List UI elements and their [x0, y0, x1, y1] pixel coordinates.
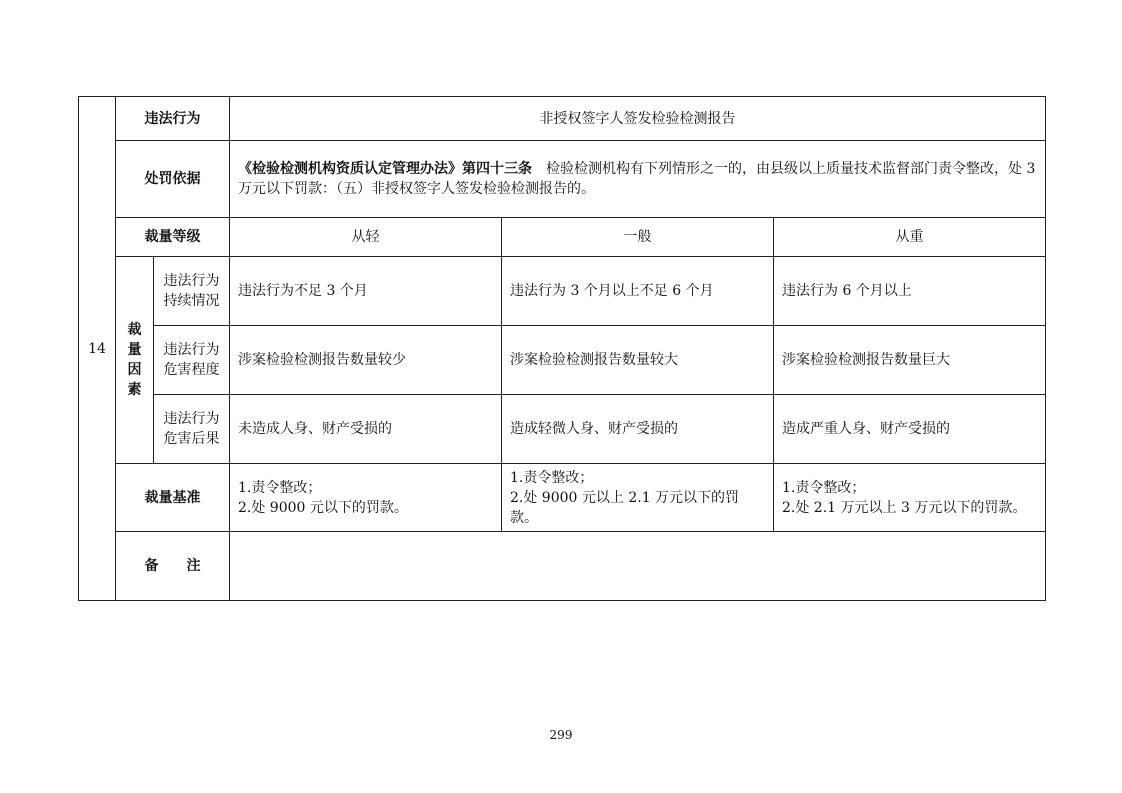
standard-line: 1.责令整改； — [510, 469, 594, 486]
factor-row — [79, 395, 1046, 464]
standard-label: 裁量基准 — [116, 464, 230, 532]
factor-name-line: 违法行为 — [163, 273, 220, 289]
factor-name-line: 违法行为 — [163, 411, 220, 427]
level-general: 一般 — [502, 218, 774, 257]
standard-value — [502, 464, 774, 532]
standard-value — [774, 464, 1046, 532]
factor-name-line: 违法行为 — [163, 342, 220, 358]
basis-row — [79, 141, 1046, 218]
factor-value: 造成轻微人身、财产受损的 — [502, 395, 774, 464]
violation-row — [79, 97, 1046, 141]
remark-label — [116, 532, 230, 601]
factor-name-line: 危害程度 — [163, 362, 220, 378]
factor-value: 造成严重人身、财产受损的 — [774, 395, 1046, 464]
level-label: 裁量等级 — [116, 218, 230, 257]
basis-content — [230, 141, 1046, 218]
violation-label: 违法行为 — [116, 97, 230, 141]
remark-label-text: 备注 — [144, 558, 229, 574]
standard-line: 1.责令整改； — [238, 479, 322, 496]
factor-value: 涉案检验检测报告数量较大 — [502, 326, 774, 395]
factors-label-char: 素 — [127, 382, 142, 398]
remark-row — [79, 532, 1046, 601]
factor-row — [79, 257, 1046, 326]
factor-value: 涉案检验检测报告数量较少 — [230, 326, 502, 395]
factor-value: 违法行为 3 个月以上不足 6 个月 — [502, 257, 774, 326]
item-number: 14 — [79, 97, 116, 601]
remark-value — [230, 532, 1046, 601]
factor-value: 涉案检验检测报告数量巨大 — [774, 326, 1046, 395]
factors-label-char: 量 — [127, 342, 142, 358]
factors-label-char: 裁 — [127, 322, 142, 338]
factors-label-char: 因 — [127, 362, 142, 378]
standard-line: 2.处 9000 元以下的罚款。 — [238, 499, 408, 516]
factor-row — [79, 326, 1046, 395]
factor-name — [154, 257, 230, 326]
factor-name — [154, 326, 230, 395]
standard-line: 1.责令整改； — [782, 479, 866, 496]
level-heavy: 从重 — [774, 218, 1046, 257]
standard-row — [79, 464, 1046, 532]
factor-name — [154, 395, 230, 464]
penalty-discretion-table — [78, 96, 1046, 601]
factors-label — [116, 257, 154, 464]
factor-value: 违法行为不足 3 个月 — [230, 257, 502, 326]
page-number: 299 — [549, 728, 573, 742]
level-light: 从轻 — [230, 218, 502, 257]
basis-label: 处罚依据 — [116, 141, 230, 218]
standard-line: 2.处 9000 元以上 2.1 万元以下的罚款。 — [510, 489, 740, 526]
violation-value: 非授权签字人签发检验检测报告 — [230, 97, 1046, 141]
factor-name-line: 危害后果 — [163, 431, 220, 447]
standard-line: 2.处 2.1 万元以上 3 万元以下的罚款。 — [782, 499, 1027, 516]
basis-law: 《检验检测机构资质认定管理办法》第四十三条 — [238, 161, 532, 177]
level-row — [79, 218, 1046, 257]
factor-name-line: 持续情况 — [163, 293, 220, 309]
basis-text: 检验检测机构有下列情形之一的，由县级以上质量技术监督部门责令整改，处 3 万元以下罚款：（五）非授权签字人签发检验检测报告的。 — [238, 161, 1036, 197]
factor-value: 未造成人身、财产受损的 — [230, 395, 502, 464]
standard-value — [230, 464, 502, 532]
factor-value: 违法行为 6 个月以上 — [774, 257, 1046, 326]
